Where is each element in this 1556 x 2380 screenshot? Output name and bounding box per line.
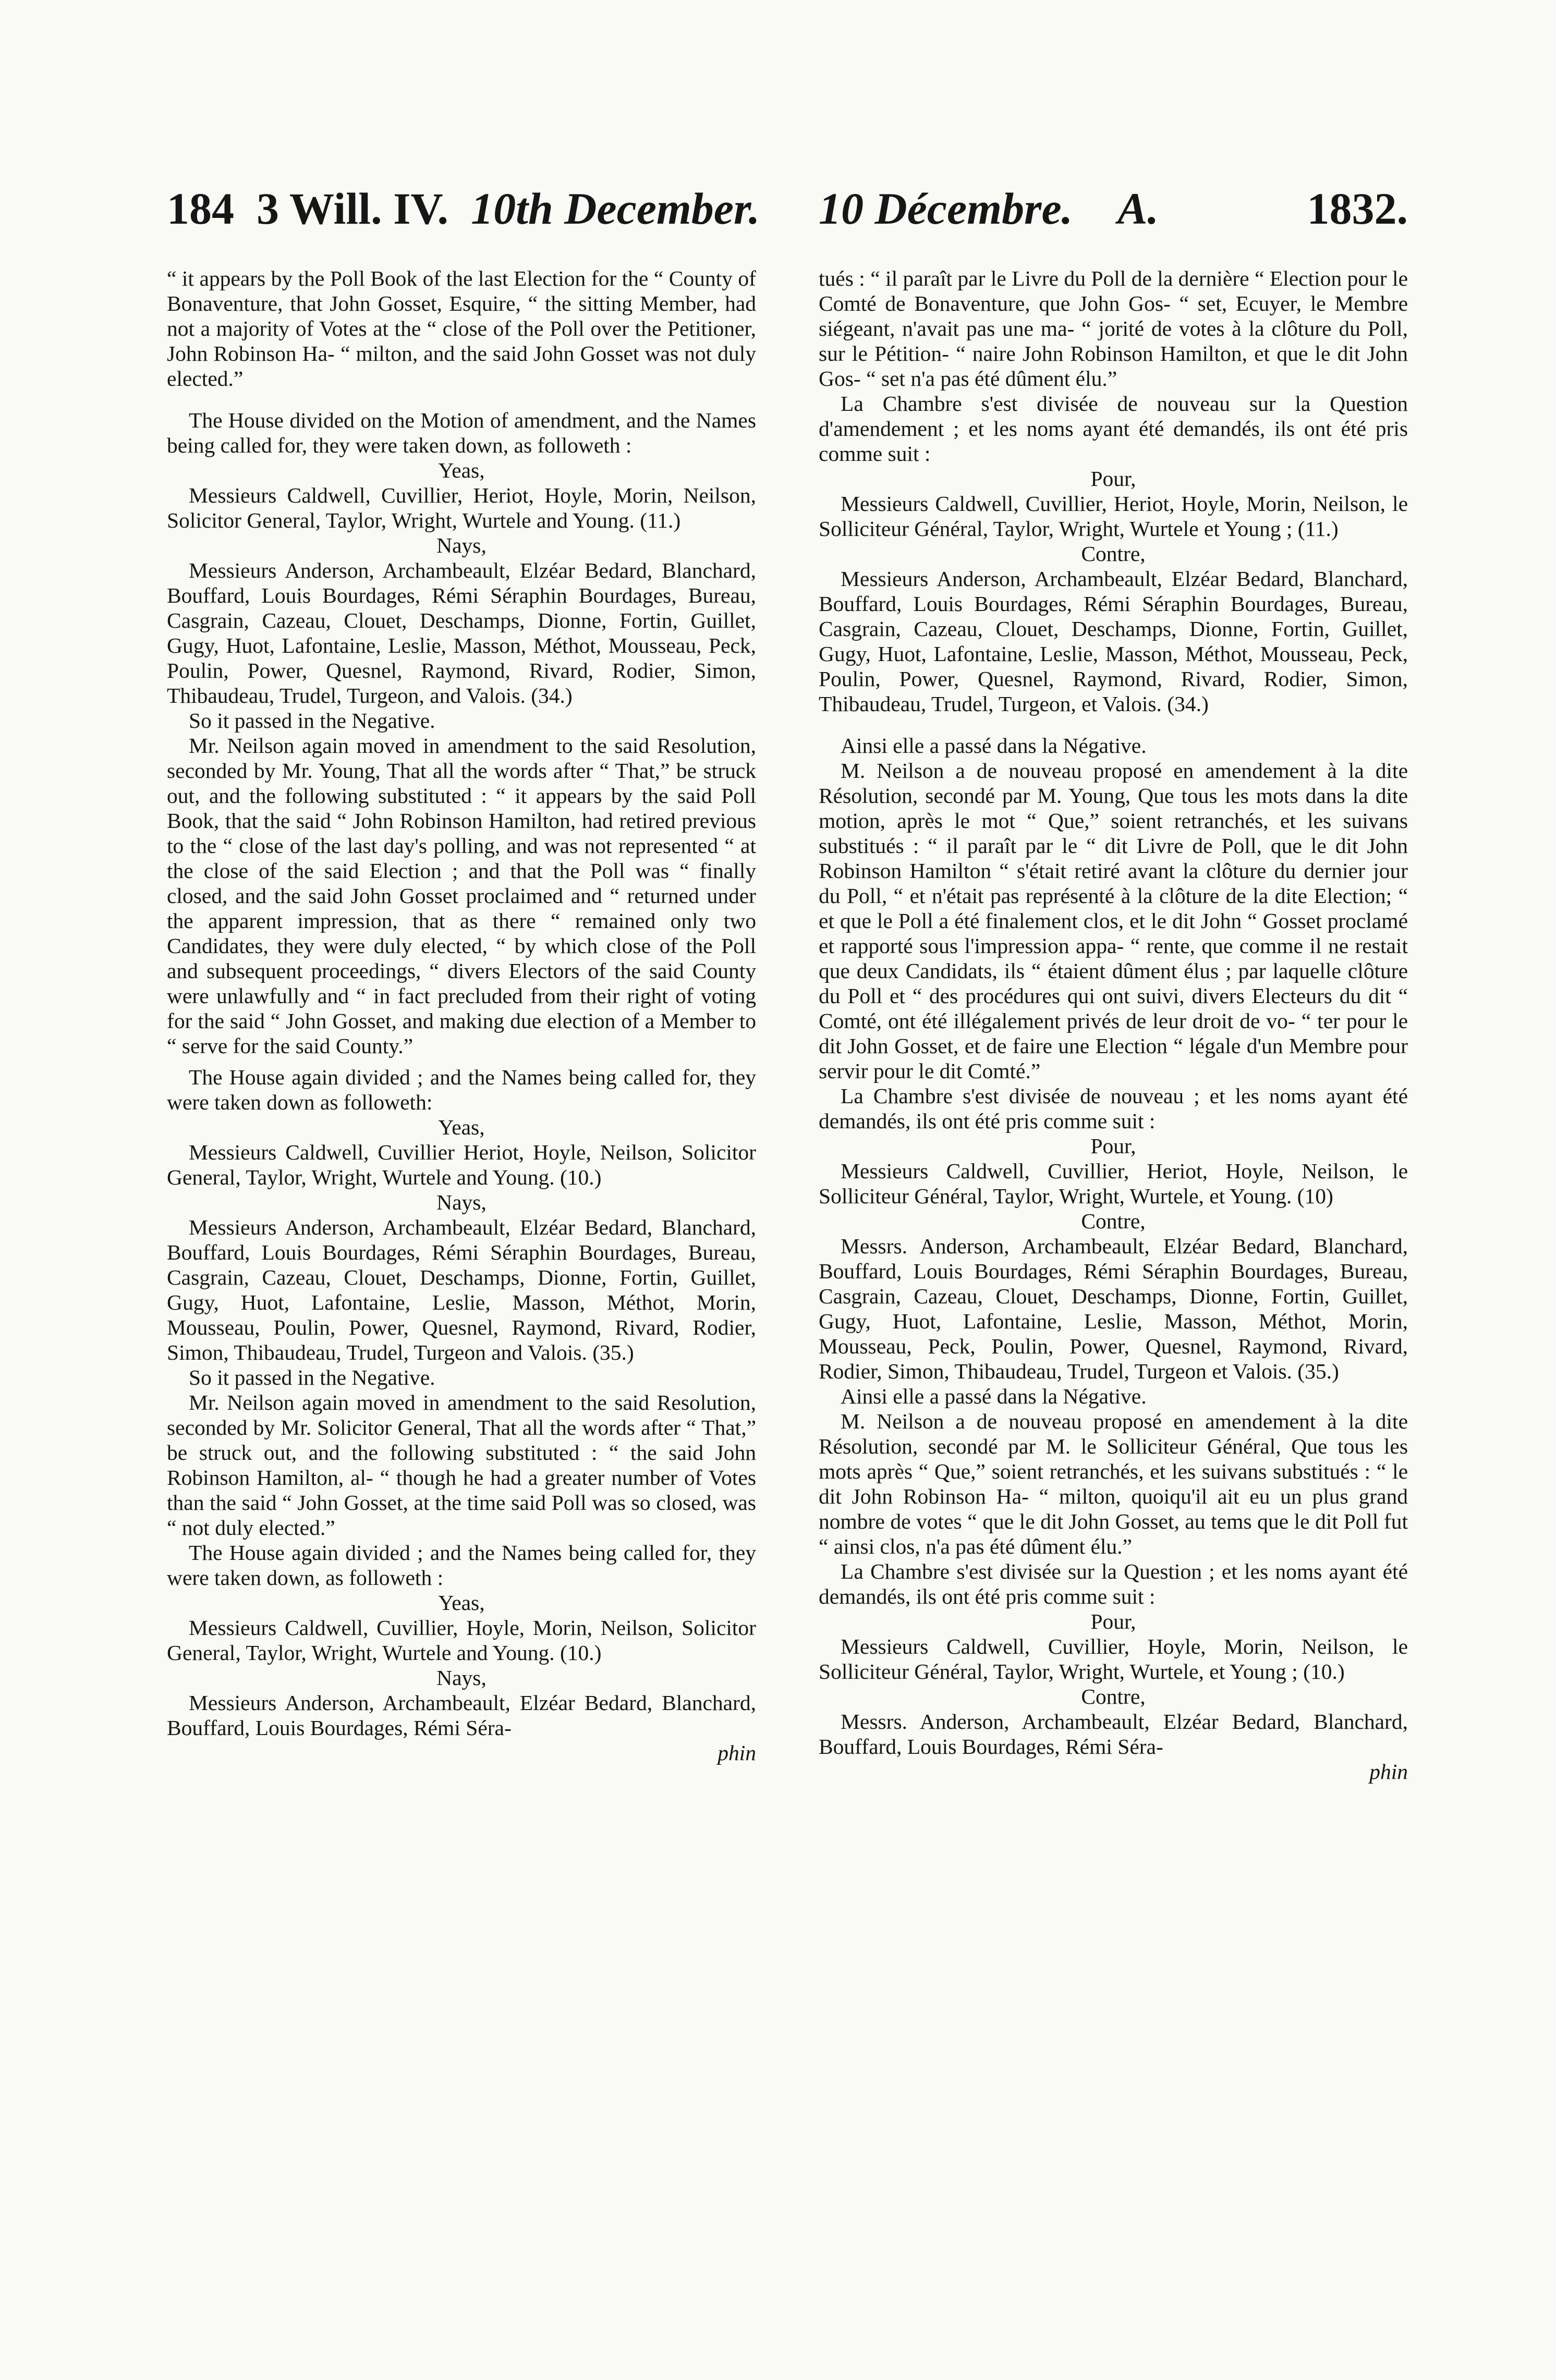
english-division-3: The House again divided ; and the Names being called for, they were taken down, as followeth :	[167, 1541, 756, 1590]
french-column	[819, 266, 1408, 1784]
english-catchword: phin	[718, 1741, 756, 1765]
header-right	[819, 182, 1159, 235]
english-nays-heading-3: Nays,	[436, 1666, 487, 1690]
english-yeas-heading-2: Yeas,	[438, 1115, 485, 1139]
french-division-2: La Chambre s'est divisée de nouveau ; et les noms ayant été demandés, ils ont été pris comme suit :	[819, 1084, 1408, 1133]
regnal-year: 3 Will. IV.	[257, 184, 449, 234]
header-date-english: 10th December.	[471, 184, 760, 234]
french-yeas-list-1: Messieurs Caldwell, Cuvillier, Heriot, Hoyle, Morin, Neilson, le Solliciteur Général, Taylor, Wright, Wurtele et Young ; (11.)	[819, 492, 1408, 541]
french-negative-2: Ainsi elle a passé dans la Négative.	[841, 1384, 1147, 1408]
english-negative-2: So it passed in the Negative.	[189, 1365, 435, 1389]
english-nays-heading-1: Nays,	[436, 533, 487, 557]
french-nays-list-2: Messrs. Anderson, Archambeault, Elzéar Bedard, Blanchard, Bouffard, Louis Bourdages, Rémi Séraphin Bourdages, Bureau, Casgrain, Cazeau, Clouet, Deschamps, Dionne, Fortin, Guillet, Gugy, Huot, Lafontaine, Leslie, Masson, Méthot, Morin, Mousseau, Peck, Poulin, Power, Quesnel, Raymond, Rivard, Rodier, Simon, Thibaudeau, Trudel, Turgeon et Valois. (35.)	[819, 1234, 1408, 1383]
english-nays-list-2: Messieurs Anderson, Archambeault, Elzéar Bedard, Blanchard, Bouffard, Louis Bourdages, Rémi Séraphin Bourdages, Bureau, Casgrain, Cazeau, Clouet, Deschamps, Dionne, Fortin, Guillet, Gugy, Huot, Lafontaine, Leslie, Masson, Méthot, Morin, Mousseau, Poulin, Power, Quesnel, Raymond, Rivard, Rodier, Simon, Thibaudeau, Trudel, Turgeon and Valois. (35.)	[167, 1215, 756, 1364]
english-yeas-list-3: Messieurs Caldwell, Cuvillier, Hoyle, Morin, Neilson, Solicitor General, Taylor, Wright, Wurtele and Young. (10.)	[167, 1616, 756, 1665]
french-division-1: La Chambre s'est divisée de nouveau sur la Question d'amendement ; et les noms ayant été demandés, ils ont été pris comme suit :	[819, 392, 1408, 466]
french-nays-heading-1: Contre,	[1081, 542, 1146, 566]
english-amendment-3: Mr. Neilson again moved in amendment to the said Resolution, seconded by Mr. Solicitor General, That all the words after “ That,” be struck out, and the following substituted : “ the said John Robinson Hamilton, al- “ though he had a greater number of Votes than the said “ John Gosset, at the time said Poll was so closed, was “ not duly elected.”	[167, 1390, 756, 1540]
english-nays-list-3: Messieurs Anderson, Archambeault, Elzéar Bedard, Blanchard, Bouffard, Louis Bourdages, Rémi Séra-	[167, 1691, 756, 1740]
header-date-french: 10 Décembre.	[819, 184, 1073, 234]
french-catchword: phin	[1369, 1760, 1408, 1784]
english-nays-list-1: Messieurs Anderson, Archambeault, Elzéar Bedard, Blanchard, Bouffard, Louis Bourdages, Rémi Séraphin Bourdages, Bureau, Casgrain, Cazeau, Clouet, Deschamps, Dionne, Fortin, Guillet, Gugy, Huot, Lafontaine, Leslie, Masson, Méthot, Mousseau, Peck, Poulin, Power, Quesnel, Raymond, Rivard, Rodier, Simon, Thibaudeau, Trudel, Turgeon, and Valois. (34.)	[167, 558, 756, 707]
english-negative-1: So it passed in the Negative.	[189, 709, 435, 733]
french-division-3: La Chambre s'est divisée sur la Question ; et les noms ayant été demandés, ils ont été pris comme suit :	[819, 1559, 1408, 1608]
french-quoted-motion: tués : “ il paraît par le Livre du Poll de la dernière “ Election pour le Comté de Bonaventure, que John Gos- “ set, Ecuyer, le Membre siégeant, n'avait pas une ma- “ jorité de votes à la clôture du Poll, sur le Pétition- “ naire John Robinson Hamilton, et que le dit John Gos- “ set n'a pas été dûment élu.”	[819, 266, 1408, 390]
french-yeas-heading-3: Pour,	[1090, 1609, 1136, 1633]
header-left	[167, 182, 760, 235]
french-yeas-list-3: Messieurs Caldwell, Cuvillier, Hoyle, Morin, Neilson, le Solliciteur Général, Taylor, Wright, Wurtele, et Young ; (10.)	[819, 1634, 1408, 1683]
english-yeas-heading-1: Yeas,	[438, 458, 485, 482]
header-anno: A.	[1117, 184, 1159, 234]
english-nays-heading-2: Nays,	[436, 1190, 487, 1214]
french-amendment-2: M. Neilson a de nouveau proposé en amendement à la dite Résolution, secondé par M. Young, Que tous les mots dans la dite motion, après le mot “ Que,” soient retranchés, et les suivans substitués : “ il paraît par le “ dit Livre de Poll, que le dit John Robinson Hamilton “ s'était retiré avant la clôture du dernier jour du Poll, “ et n'était pas représenté à la clôture de la dite Election; “ et que le Poll a été finalement clos, et le dit John “ Gosset proclamé et rapporté sous l'impression appa- “ rente, que comme il ne restait que deux Candidats, ils “ étaient dûment élus ; par laquelle clôture du Poll et “ des procédures qui ont suivi, divers Electeurs du dit “ Comté, ont été illégalement privés de leur droit de vo- “ ter pour le dit John Gosset, et de faire une Election “ légale d'un Membre pour servir pour le dit Comté.”	[819, 759, 1408, 1083]
english-yeas-heading-3: Yeas,	[438, 1591, 485, 1615]
english-yeas-list-1: Messieurs Caldwell, Cuvillier, Heriot, Hoyle, Morin, Neilson, Solicitor General, Taylor, Wright, Wurtele and Young. (11.)	[167, 483, 756, 532]
header-year: 1832.	[1307, 184, 1408, 234]
journal-page	[167, 182, 1408, 2153]
english-amendment-2: Mr. Neilson again moved in amendment to the said Resolution, seconded by Mr. Young, That all the words after “ That,” be struck out, and the following substituted : “ it appears by the said Poll Book, that the said “ John Robinson Hamilton, had retired previous to the “ close of the last day's polling, and was not represented “ at the close of the said Election ; and that the Poll was “ finally closed, and the said John Gosset proclaimed and “ returned under the apparent impression, that as there “ remained only two Candidates, they were duly elected, “ by which close of the Poll and subsequent proceedings, “ divers Electors of the said County were unlawfully and “ in fact precluded from their right of voting for the said “ John Gosset, and making due election of a Member to “ serve for the said County.”	[167, 734, 756, 1058]
english-yeas-list-2: Messieurs Caldwell, Cuvillier Heriot, Hoyle, Neilson, Solicitor General, Taylor, Wright, Wurtele and Young. (10.)	[167, 1140, 756, 1189]
french-nays-list-3: Messrs. Anderson, Archambeault, Elzéar Bedard, Blanchard, Bouffard, Louis Bourdages, Rémi Séra-	[819, 1710, 1408, 1759]
french-amendment-3: M. Neilson a de nouveau proposé en amendement à la dite Résolution, secondé par M. le Solliciteur Général, Que tous les mots après “ Que,” soient retranchés, et les suivans substitués : “ le dit John Robinson Ha- “ milton, quoiqu'il ait eu un plus grand nombre de votes “ que le dit John Gosset, au tems que le dit Poll fut “ ainsi clos, n'a pas été dûment élu.”	[819, 1409, 1408, 1558]
english-division-2: The House again divided ; and the Names being called for, they were taken down as followeth:	[167, 1065, 756, 1114]
french-yeas-heading-2: Pour,	[1090, 1134, 1136, 1158]
french-negative-1: Ainsi elle a passé dans la Négative.	[841, 734, 1147, 758]
french-nays-heading-3: Contre,	[1081, 1685, 1146, 1708]
english-division-1: The House divided on the Motion of amendment, and the Names being called for, they were taken down, as followeth :	[167, 408, 756, 457]
french-yeas-heading-1: Pour,	[1090, 467, 1136, 491]
french-yeas-list-2: Messieurs Caldwell, Cuvillier, Heriot, Hoyle, Neilson, le Solliciteur Général, Taylor, Wright, Wurtele, et Young. (10)	[819, 1159, 1408, 1208]
page-number: 184	[167, 184, 234, 234]
french-nays-heading-2: Contre,	[1081, 1209, 1146, 1233]
french-nays-list-1: Messieurs Anderson, Archambeault, Elzéar Bedard, Blanchard, Bouffard, Louis Bourdages, Rémi Séraphin Bourdages, Bureau, Casgrain, Cazeau, Clouet, Deschamps, Dionne, Fortin, Guillet, Gugy, Huot, Lafontaine, Leslie, Masson, Méthot, Mousseau, Peck, Poulin, Power, Quesnel, Raymond, Rivard, Rodier, Simon, Thibaudeau, Trudel, Turgeon, et Valois. (34.)	[819, 567, 1408, 716]
running-header	[167, 182, 1408, 245]
english-column	[167, 266, 756, 1765]
english-quoted-motion: “ it appears by the Poll Book of the last Election for the “ County of Bonaventure, that John Gosset, Esquire, “ the sitting Member, had not a majority of Votes at the “ close of the Poll over the Petitioner, John Robinson Ha- “ milton, and the said John Gosset was not duly elected.”	[167, 266, 756, 390]
